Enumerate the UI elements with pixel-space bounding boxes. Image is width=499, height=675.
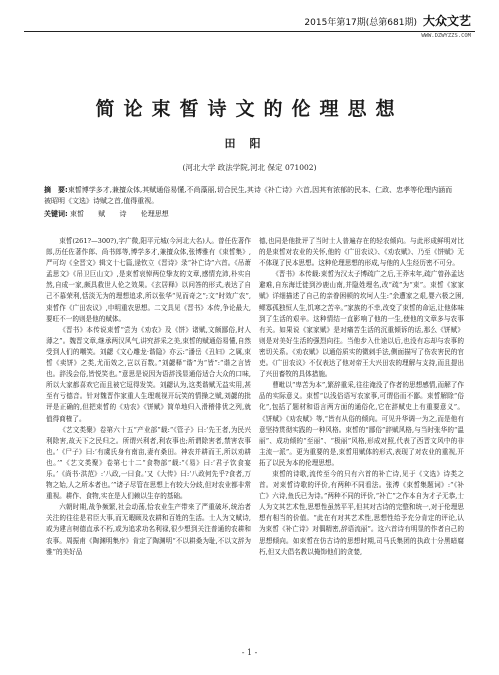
abstract: [44, 185, 456, 207]
body-paragraph: 《晋书》本传载:束皙为汉太子博疏广之后,王莽末年,疏广曾孙孟达避难,自东海迁徙到沙鹿山南,并隐姓埋名,改“疏”为“束”。束皙《家家赋》详细描述了自己的亲眷困顿的坎坷人生:“余遭家之艰,婴六极之困,鳏寡孤独恒人生,饥寒之苦辛。”家族的不幸,改变了束皙的命运,让他体味到了生活的艰辛。这种情结一直影响了他的一生,使他的文章多与农事有关。如果说《家家赋》是对痛苦生活的沉重倾诉的话,那么《饼赋》则是对美好生活的强烈向往。当他步入仕途以后,也没有忘却与农事的密切关系。《劝农赋》以通俗质实的微刺手法,侧面描写了伤农害民的官吏。《广田农议》不仅表达了他对帝王大兴田农的理解与支持,而且提出了兴田畜牧的具体措施。: [259, 270, 464, 379]
abstract-text: 束皙博学多才,兼擅众体,其赋通俗易懂,不尚藻丽,切合民生,其诗《补亡诗》六首,因其有浓郁的民本、仁政、忠孝等伦理内涵而被昭明《文选》诗赋之首,值得重视。: [44, 186, 453, 205]
magazine-name: 大众文艺: [422, 14, 471, 28]
issue-label: 2015年第17期(总第681期): [304, 18, 417, 28]
body-column-right: [259, 236, 464, 558]
page-header: [0, 0, 499, 38]
keyword: 赋: [98, 210, 106, 218]
body-column-left: [46, 236, 251, 558]
abstract-label: 摘 要:: [44, 186, 68, 194]
body-paragraph: 德,也同是他批评了当时士人普遍存在的轻农倾向。与此形成鲜明对比的是束皙对农业的关怀,他的《广田农议》、《劝农赋》、乃至《饼赋》无不体现了民本思想。这种伦理思想的形成,与他的人生经历密不可分。: [259, 237, 464, 268]
keywords: [44, 209, 456, 220]
body-paragraph: 《艺文类聚》卷第六十五“产业部”载:“《管子》曰:‘先王者,为民兴利除害,故天下之民归之。所谓兴利者,利农事也;所谓除害者,禁害农事也。’《尸子》曰:‘有虞氏身有南亩,妻有桑田。神农并耕而王,所以劝耕也。’”《艺文类聚》卷第七十二“食物部”载:“《易》曰:‘君子饮食宴乐。’《尚书·洪范》:‘八政,一曰食。’又《大传》曰:‘八政何先乎?食者,万物之始,人之所本者也。’”诸子尽管在思想上有较大分歧,但对农业都非常重视。耕作、食物,实在是人们赖以生存的基础。: [46, 425, 251, 501]
journal-issue: [304, 12, 471, 29]
article-title: 简论束皙诗文的伦理思想: [95, 98, 404, 120]
keyword: 伦理思想: [140, 210, 169, 218]
keywords-label: 关键词:: [44, 210, 68, 218]
header-rule: [24, 31, 475, 32]
page-number: - 1 -: [241, 648, 258, 657]
author-affiliation: (河北大学 政法学院,河北 保定 071002): [182, 163, 317, 172]
body-paragraph: 六朝时期,战争频繁,社会动荡,恰农业生产带来了严重破坏,统治者关注的往往是君臣大事,而无暇顾及农耕和百姓的生活。士人为文赋诗,或为建言树德直承不朽,或为追求功名利禄,很少想到关注普通的农耕和农事。周振甫《陶渊明集序》肯定了陶渊明“不以耕桑为耻,不以文辞为雅”的美好品: [46, 503, 251, 556]
magazine-url: WWW.DZWYZZS.COM: [421, 33, 471, 39]
body-paragraph: 束皙的诗歌,流传至今的只有六首的补亡诗,见于《文选》诗类之首。对束皙诗歌的评价,有两种不同看法。张溥《束皙集题词》:“《补亡》六诗,鱼氏已为诗。”两种不同的评价,“补亡”之作本自为才子无恭,士人为文其艺术性,思想性虽然平平,但其对古诗的完整和统一,对于伦理思想有相当的价值。“此在有对其艺术性,思想性给予充分肯定的评论,认为束皙《补亡诗》对偶精密,辞语流丽”。这六首诗有明显的作者自己的思想倾向。如束皙在仿古诗的思想时期,司马氏集团的执政十分黑暗腐朽,但又大倡名教以掩饰他们的贪婪,: [259, 469, 464, 556]
article-author: 田阳: [224, 137, 275, 150]
body-paragraph: 《晋书》本传说束皙“尝为《劝农》及《饼》诸赋,文颇鄙俗,时人薄之”。魏晋文章,继承两汉风气,讲究辞采之美,束皙的赋通俗易懂,自然受到人们的嘲笑。刘勰《文心雕龙·谐隐》亦云:“潘岳《丑妇》之属,束皙《卖饼》之类,尤而效之,岂以百数。”刘勰释“谐”为“皆”:“谐之言皆也。辞浅会俗,皆悦笑也。”意思是说因为语辞浅显通俗适合大众的口味,所以大家都喜欢它而且被它逗得发笑。刘勰认为,这类谐赋无益实用,甚至有亏德音。针对魏晋作家重人生理观视开玩笑的情操之赋,刘勰的批评是正确的,但把束皙的《劝农》《饼赋》简单地归入滑稽俳优之列,就值得商榷了。: [46, 325, 251, 423]
body-paragraph: 束皙(261?—300?),字广微,阳平元城(今河北大名)人。曾任佐著作郎,历任佐著作郎、尚书郎等,博学多才,兼擅众体,张博雅有《束皙集》,严可均《全晋文》辑文十七篇,逯钦立《晋诗》录“补亡诗”六首。《吊萧孟思文》《吊卫巨山文》,是束皙哀悼两位挚友的文章,感情充沛,朴实自然,自成一家,颇具救世人伦之效果。《玄居释》以问答的形式,表达了自己不慕荣利,恬淡无为的理想追求,所以张华“见而奇之”;文“时效广农”,束皙作《广田农议》,申明重农思想。二文具见《晋书》本传,争论最大,要旺不一的则是他的赋体。: [46, 237, 251, 323]
keyword: 诗: [119, 210, 127, 218]
keyword: 束皙: [70, 210, 85, 218]
body-paragraph: 曹毗以“卑苦为本”,繁辞重采,往往淹没了作者的思想感情,而解了作品的实际意义。束皙“以浅俗语写农家事,可谓俗而不鄙。束皙解除“俗化”,包括了题材和语言两方面的通俗化,它在辞赋史上有重要意义”。《饼赋》《劝农赋》等,“皆有从俗的倾向。可见升华调一为之,而是他有意坚持贯彻实践的一种风格。束皙的“鄙俗”辞赋风格,与当时张华的“温丽”、成功倾的“至丽”、“极丽”风格,形成对照,代表了西晋文风中的非主流一派”。更为重要的是,束皙用赋体的形式,表现了对农业的重视,开拓了以民为本的伦理思想。: [259, 381, 464, 467]
